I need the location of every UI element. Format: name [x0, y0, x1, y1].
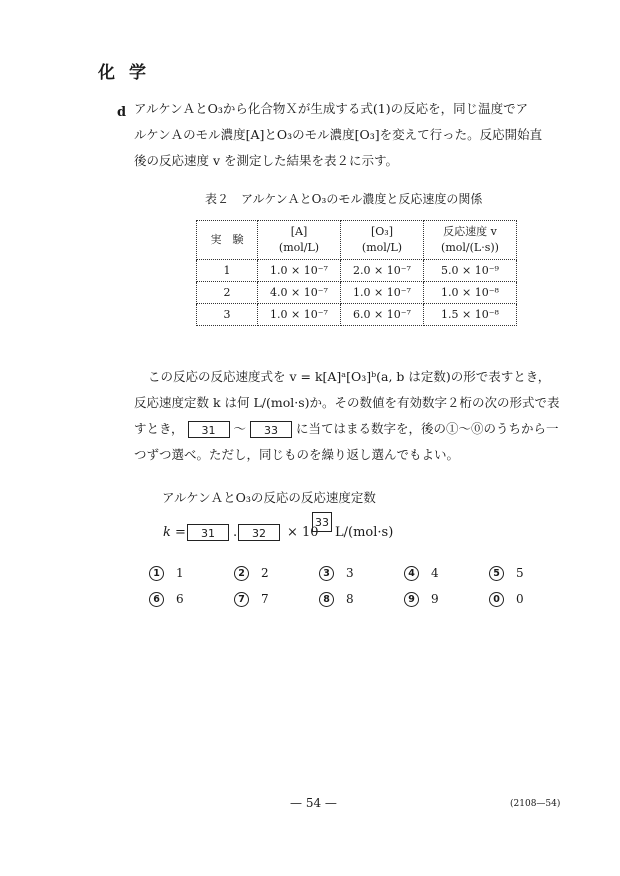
header-conc-a: [A] (mol/L) [258, 221, 341, 260]
header-rate: 反応速度 v (mol/(L·s)) [424, 221, 517, 260]
instruction-line-3 [134, 416, 598, 442]
choice-mark: 6 [149, 592, 164, 607]
question-line-3: 後の反応速度 v を測定した結果を表２に示す。 [134, 153, 399, 168]
table-row [197, 304, 517, 326]
table-cell: 2.0 × 10⁻⁷ [341, 260, 424, 282]
choice-8[interactable]: 8 8 [319, 592, 409, 607]
table-cell: 1.0 × 10⁻⁸ [424, 282, 517, 304]
k-prefix: k = [163, 525, 186, 540]
decimal-point: . [233, 525, 238, 540]
page-number: — 54 — [290, 796, 337, 810]
choice-mark: 8 [319, 592, 334, 607]
formula-title: アルケンＡとO₃の反応の反応速度定数 [162, 490, 376, 505]
instruction-line-1: この反応の反応速度式を v = k[A]ᵃ[O₃]ᵇ(a, b は定数)の形で表すとき， [148, 369, 551, 384]
tilde: ～ [233, 421, 246, 436]
choice-4[interactable]: 4 4 [404, 566, 494, 581]
table-cell: 1.0 × 10⁻⁷ [258, 304, 341, 326]
subject-title: 化学 [98, 63, 160, 83]
table-header-row [197, 221, 517, 260]
choice-mark: 3 [319, 566, 334, 581]
table-cell: 2 [197, 282, 258, 304]
choice-mark: 9 [404, 592, 419, 607]
choice-mark: 4 [404, 566, 419, 581]
table-row [197, 260, 517, 282]
instruction-line-4: つずつ選べ。ただし，同じものを繰り返し選んでもよい。 [134, 447, 460, 462]
header-experiment: 実 験 [197, 221, 258, 260]
answer-box-31[interactable]: 31 [188, 421, 230, 438]
choice-6[interactable]: 6 6 [149, 592, 239, 607]
table-row [197, 282, 517, 304]
answer-box-32[interactable]: 32 [238, 524, 280, 541]
table-cell: 1.0 × 10⁻⁷ [341, 282, 424, 304]
choice-mark: 7 [234, 592, 249, 607]
choice-5[interactable]: 5 5 [489, 566, 579, 581]
instruction-line-3-pre: すとき， [134, 421, 184, 436]
choice-9[interactable]: 9 9 [404, 592, 494, 607]
page-code: (2108—54) [510, 799, 561, 809]
data-table [196, 220, 517, 326]
question-line-1: アルケンＡとO₃から化合物Ｘが生成する式(1)の反応を，同じ温度でア [134, 101, 529, 116]
question-text [117, 96, 590, 174]
table-cell: 3 [197, 304, 258, 326]
choice-7[interactable]: 7 7 [234, 592, 324, 607]
choice-mark: 1 [149, 566, 164, 581]
times-ten: × 10 [287, 525, 319, 540]
instruction-text [134, 364, 598, 468]
table-caption: 表２ アルケンＡとO₃のモル濃度と反応速度の関係 [205, 192, 483, 206]
table-cell: 5.0 × 10⁻⁹ [424, 260, 517, 282]
header-conc-o3: [O₃] (mol/L) [341, 221, 424, 260]
choice-3[interactable]: 3 3 [319, 566, 409, 581]
question-label: d [117, 105, 127, 120]
choice-mark: 2 [234, 566, 249, 581]
answer-box-31[interactable]: 31 [187, 524, 229, 541]
answer-box-33[interactable]: 33 [250, 421, 292, 438]
table-cell: 4.0 × 10⁻⁷ [258, 282, 341, 304]
table-cell: 1 [197, 260, 258, 282]
instruction-line-2: 反応速度定数 k は何 L/(mol·s)か。その数値を有効数字２桁の次の形式で表 [134, 395, 560, 410]
choice-2[interactable]: 2 2 [234, 566, 324, 581]
rate-unit: L/(mol·s) [335, 525, 394, 540]
table-cell: 6.0 × 10⁻⁷ [341, 304, 424, 326]
choice-1[interactable]: 1 1 [149, 566, 239, 581]
choice-0[interactable]: 0 0 [489, 592, 579, 607]
table-cell: 1.0 × 10⁻⁷ [258, 260, 341, 282]
instruction-line-3-post: に当てはまる数字を，後の①～⓪のうちから一 [295, 421, 559, 436]
choice-mark: 5 [489, 566, 504, 581]
answer-box-33[interactable]: 33 [312, 512, 332, 532]
question-line-2: ルケンＡのモル濃度[A]とO₃のモル濃度[O₃]を変えて行った。反応開始直 [134, 127, 543, 142]
choice-mark: 0 [489, 592, 504, 607]
table-cell: 1.5 × 10⁻⁸ [424, 304, 517, 326]
